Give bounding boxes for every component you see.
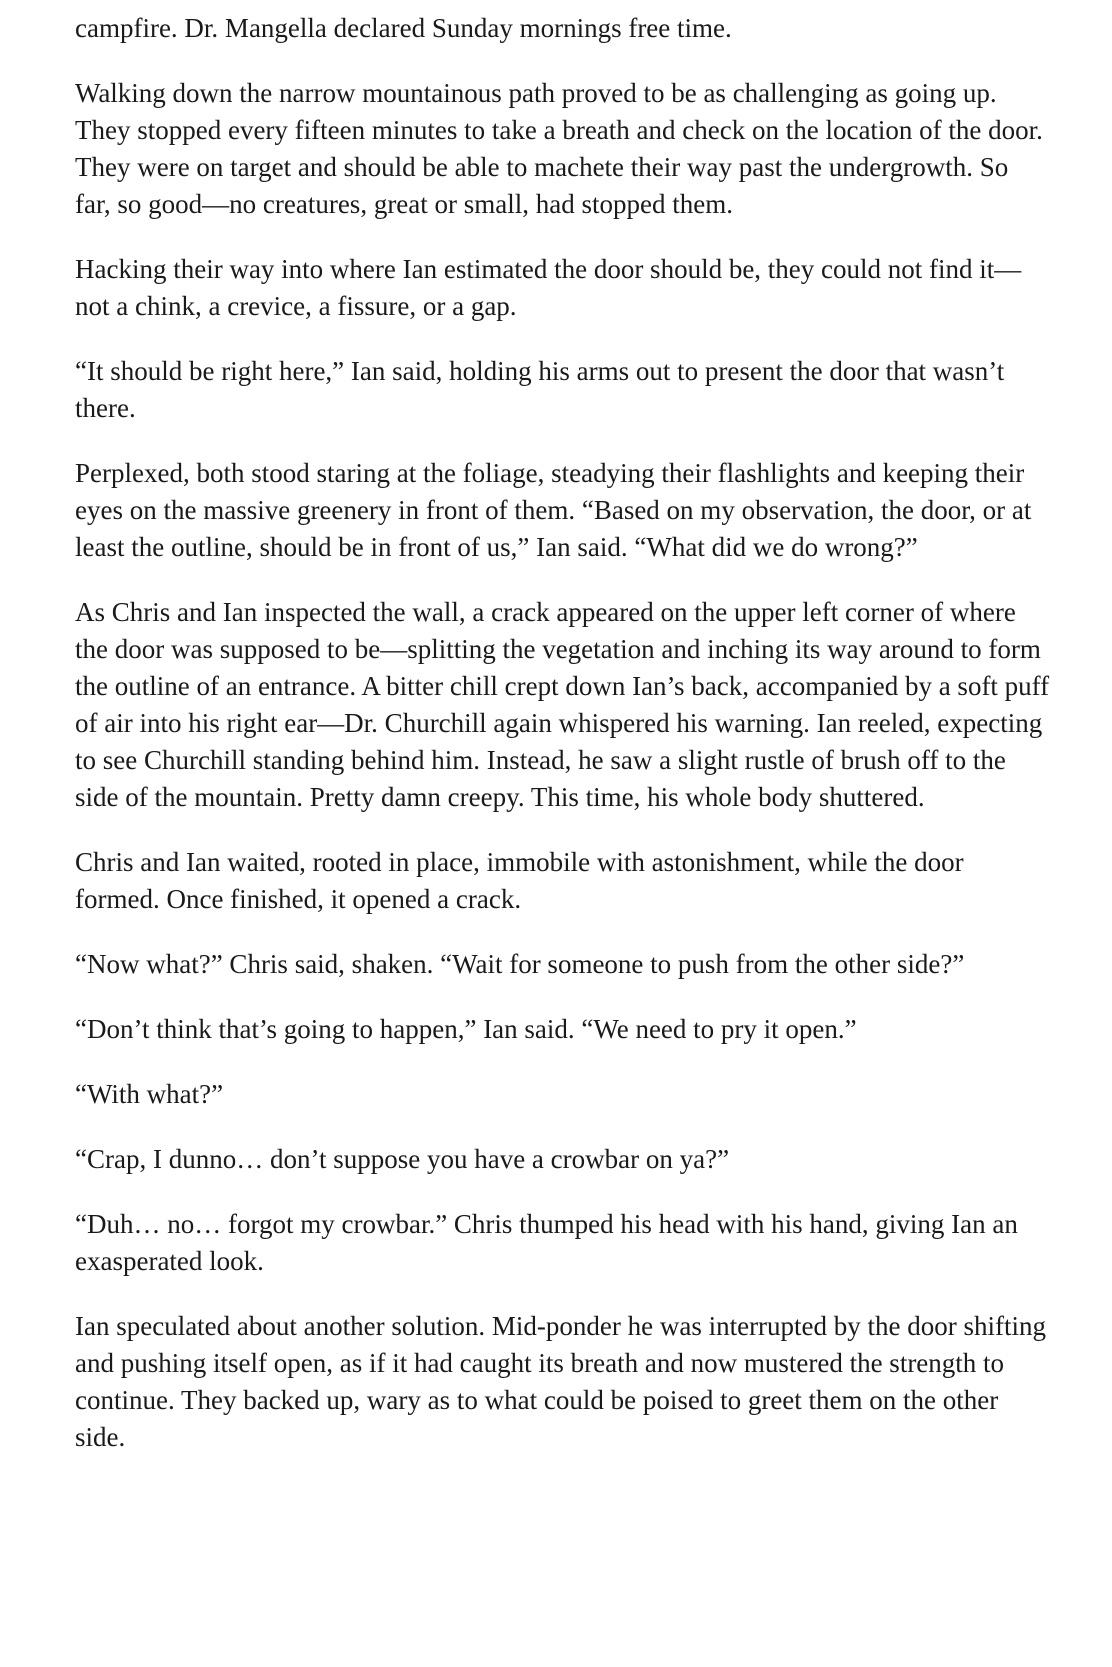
paragraph: “It should be right here,” Ian said, holding his arms out to present the door that wasn’t there.: [75, 356, 1005, 423]
paragraph: Walking down the narrow mountainous path proved to be as challenging as going up. They stopped every fifteen minutes to take a breath and check on the location of the door. They were on target and should be able to machete their way past the undergrowth. So far, so good—no creatures, great or small, had stopped them.: [75, 78, 1043, 219]
body-text: [75, 10, 1050, 1484]
paragraph: Perplexed, both stood staring at the foliage, steadying their flashlights and keeping their eyes on the massive greenery in front of them. “Based on my observation, the door, or at least the outline, should be in front of us,” Ian said. “What did we do wrong?”: [75, 458, 1032, 562]
paragraph: “Duh… no… forgot my crowbar.” Chris thumped his head with his hand, giving Ian an exasperated look.: [75, 1209, 1018, 1276]
paragraph: “Crap, I dunno… don’t suppose you have a crowbar on ya?”: [75, 1144, 730, 1174]
paragraph: Chris and Ian waited, rooted in place, immobile with astonishment, while the door formed. Once finished, it opened a crack.: [75, 847, 964, 914]
paragraph: “Now what?” Chris said, shaken. “Wait for someone to push from the other side?”: [75, 949, 965, 979]
paragraph: “Don’t think that’s going to happen,” Ian said. “We need to pry it open.”: [75, 1014, 857, 1044]
paragraph: campfire. Dr. Mangella declared Sunday mornings free time.: [75, 13, 732, 43]
paragraph: Ian speculated about another solution. Mid-ponder he was interrupted by the door shifting and pushing itself open, as if it had caught its breath and now mustered the strength to continue. They backed up, wary as to what could be poised to greet them on the other side.: [75, 1311, 1047, 1452]
paragraph: As Chris and Ian inspected the wall, a crack appeared on the upper left corner of where the door was supposed to be—splitting the vegetation and inching its way around to form the outline of an entrance. A bitter chill crept down Ian’s back, accompanied by a soft puff of air into his right ear—Dr. Churchill again whispered his warning. Ian reeled, expecting to see Churchill standing behind him. Instead, he saw a slight rustle of brush off to the side of the mountain. Pretty damn creepy. This time, his whole body shuttered.: [75, 597, 1050, 812]
paragraph: Hacking their way into where Ian estimated the door should be, they could not find it—not a chink, a crevice, a fissure, or a gap.: [75, 254, 1022, 321]
paragraph: “With what?”: [75, 1079, 224, 1109]
